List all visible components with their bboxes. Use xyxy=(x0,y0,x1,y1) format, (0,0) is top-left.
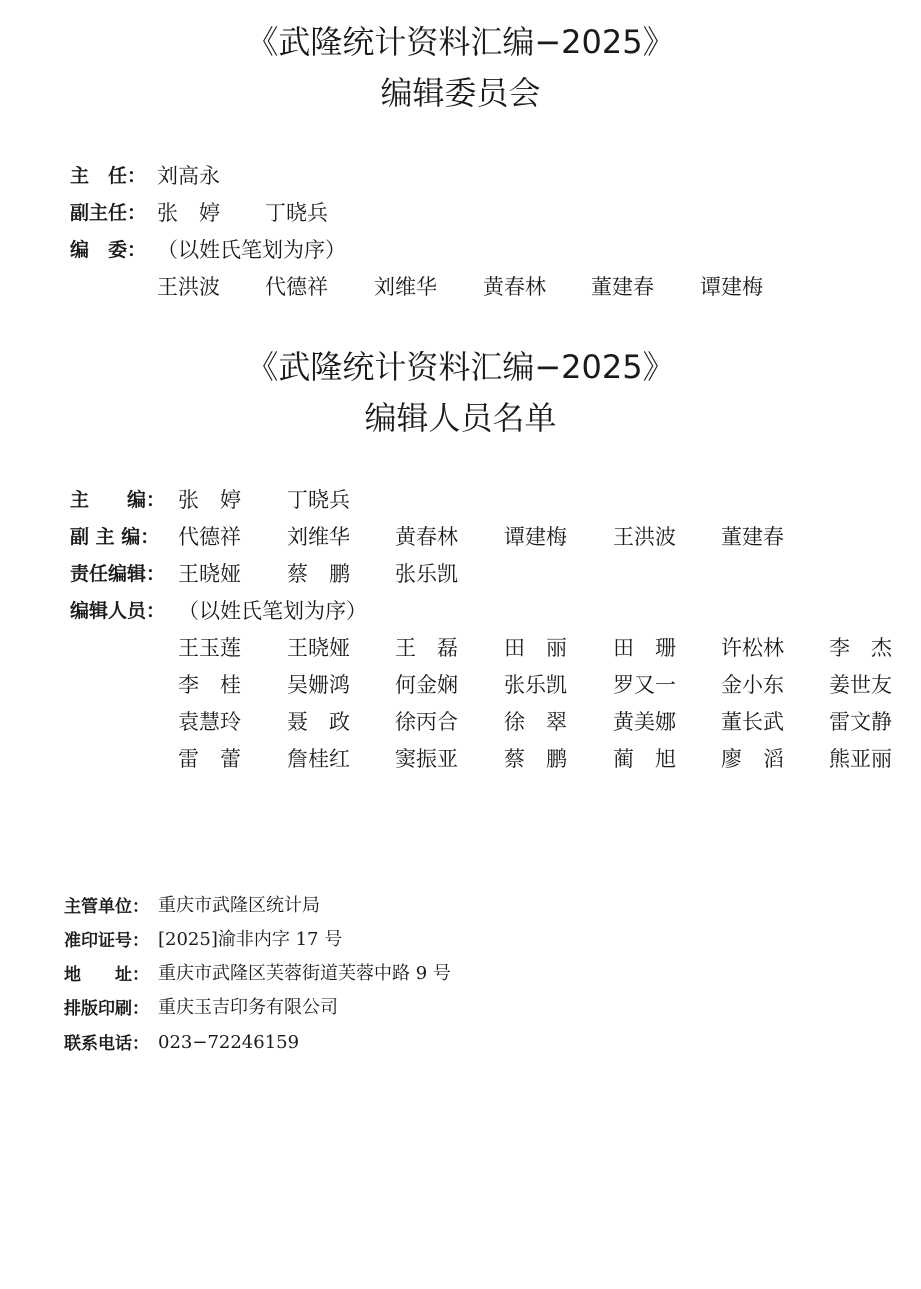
editor-name: 何金娴 xyxy=(395,673,458,697)
deputy-editor-name: 董建春 xyxy=(721,525,784,549)
editor-name: 徐丙合 xyxy=(395,710,458,734)
deputy-editor-name: 谭建梅 xyxy=(504,525,567,549)
editors-list-row xyxy=(0,745,921,773)
chief-editor-row xyxy=(0,486,921,514)
editor-name: 吴姗鸿 xyxy=(287,673,350,697)
editor-name: 雷文静 xyxy=(829,710,892,734)
editors-list-row xyxy=(0,671,921,699)
address-label: 地 址： xyxy=(64,965,149,985)
committee-members-label: 编 委： xyxy=(70,239,147,261)
responsible-editor-label: 责任编辑： xyxy=(70,563,166,585)
committee-member: 王洪波 xyxy=(157,275,220,299)
responsible-editor-name: 王晓娅 xyxy=(178,562,241,586)
editor-name: 罗又一 xyxy=(613,673,676,697)
deputy-director-label: 副主任： xyxy=(70,202,147,224)
staff-subtitle: 编辑人员名单 xyxy=(364,399,557,437)
committee-member: 董建春 xyxy=(591,275,654,299)
responsible-editor-name: 蔡 鹏 xyxy=(287,562,350,586)
phone-value: 023−72246159 xyxy=(158,1032,300,1053)
editor-name: 王晓娅 xyxy=(287,636,350,660)
committee-members-list xyxy=(0,273,921,301)
editor-name: 王玉莲 xyxy=(178,636,241,660)
deputy-editor-name: 黄春林 xyxy=(395,525,458,549)
committee-member: 谭建梅 xyxy=(700,275,763,299)
committee-subtitle: 编辑委员会 xyxy=(380,74,541,112)
editor-name: 窦振亚 xyxy=(395,747,458,771)
editor-name: 金小东 xyxy=(721,673,784,697)
editors-list-row xyxy=(0,708,921,736)
committee-deputy-row xyxy=(0,199,921,227)
editors-label: 编辑人员： xyxy=(70,600,166,622)
permit-value: [2025]渝非内字 17 号 xyxy=(158,929,343,950)
editor-name: 廖 滔 xyxy=(721,747,784,771)
permit-label: 准印证号： xyxy=(64,931,149,951)
editors-note: （以姓氏笔划为序） xyxy=(178,599,367,623)
committee-member: 代德祥 xyxy=(265,275,328,299)
address-value: 重庆市武隆区芙蓉街道芙蓉中路 9 号 xyxy=(158,963,451,984)
authority-value: 重庆市武隆区统计局 xyxy=(158,895,320,916)
committee-members-row xyxy=(0,236,921,264)
editor-name: 王 磊 xyxy=(395,636,458,660)
editor-name: 黄美娜 xyxy=(613,710,676,734)
editor-name: 蔡 鹏 xyxy=(504,747,567,771)
editor-name: 许松林 xyxy=(721,636,784,660)
responsible-editor-row xyxy=(0,560,921,588)
committee-member: 黄春林 xyxy=(483,275,546,299)
editor-name: 聂 政 xyxy=(287,710,350,734)
editors-list-row xyxy=(0,634,921,662)
committee-member: 刘维华 xyxy=(374,275,437,299)
printer-label: 排版印刷： xyxy=(64,999,149,1019)
printer-value: 重庆玉吉印务有限公司 xyxy=(158,997,338,1018)
chief-editor-name: 张 婷 xyxy=(178,488,241,512)
authority-label: 主管单位： xyxy=(64,897,149,917)
deputy-editor-name: 刘维华 xyxy=(287,525,350,549)
editor-name: 袁慧玲 xyxy=(178,710,241,734)
editors-row xyxy=(0,597,921,625)
editor-name: 姜世友 xyxy=(829,673,892,697)
staff-title: 《武隆统计资料汇编−2025》 xyxy=(246,348,675,386)
editor-name: 詹桂红 xyxy=(287,747,350,771)
deputy-director-name: 张 婷 xyxy=(157,201,220,225)
deputy-editor-name: 代德祥 xyxy=(178,525,241,549)
editor-name: 熊亚丽 xyxy=(829,747,892,771)
editor-name: 董长武 xyxy=(721,710,784,734)
editor-name: 田 珊 xyxy=(613,636,676,660)
editor-name: 张乐凯 xyxy=(504,673,567,697)
editor-name: 田 丽 xyxy=(504,636,567,660)
director-label: 主 任： xyxy=(70,165,147,187)
deputy-editor-row xyxy=(0,523,921,551)
deputy-editor-label: 副 主 编： xyxy=(70,526,160,548)
chief-editor-name: 丁晓兵 xyxy=(287,488,350,512)
phone-label: 联系电话： xyxy=(64,1034,149,1054)
committee-director-row xyxy=(0,162,921,190)
committee-members-note: （以姓氏笔划为序） xyxy=(157,238,346,262)
editor-name: 雷 蕾 xyxy=(178,747,241,771)
deputy-director-name: 丁晓兵 xyxy=(265,201,328,225)
deputy-editor-name: 王洪波 xyxy=(613,525,676,549)
responsible-editor-name: 张乐凯 xyxy=(395,562,458,586)
editor-name: 李 杰 xyxy=(829,636,892,660)
editor-name: 李 桂 xyxy=(178,673,241,697)
chief-editor-label: 主 编： xyxy=(70,489,166,511)
committee-title: 《武隆统计资料汇编−2025》 xyxy=(246,23,675,61)
director-name: 刘高永 xyxy=(157,164,220,188)
editor-name: 蔺 旭 xyxy=(613,747,676,771)
editor-name: 徐 翠 xyxy=(504,710,567,734)
